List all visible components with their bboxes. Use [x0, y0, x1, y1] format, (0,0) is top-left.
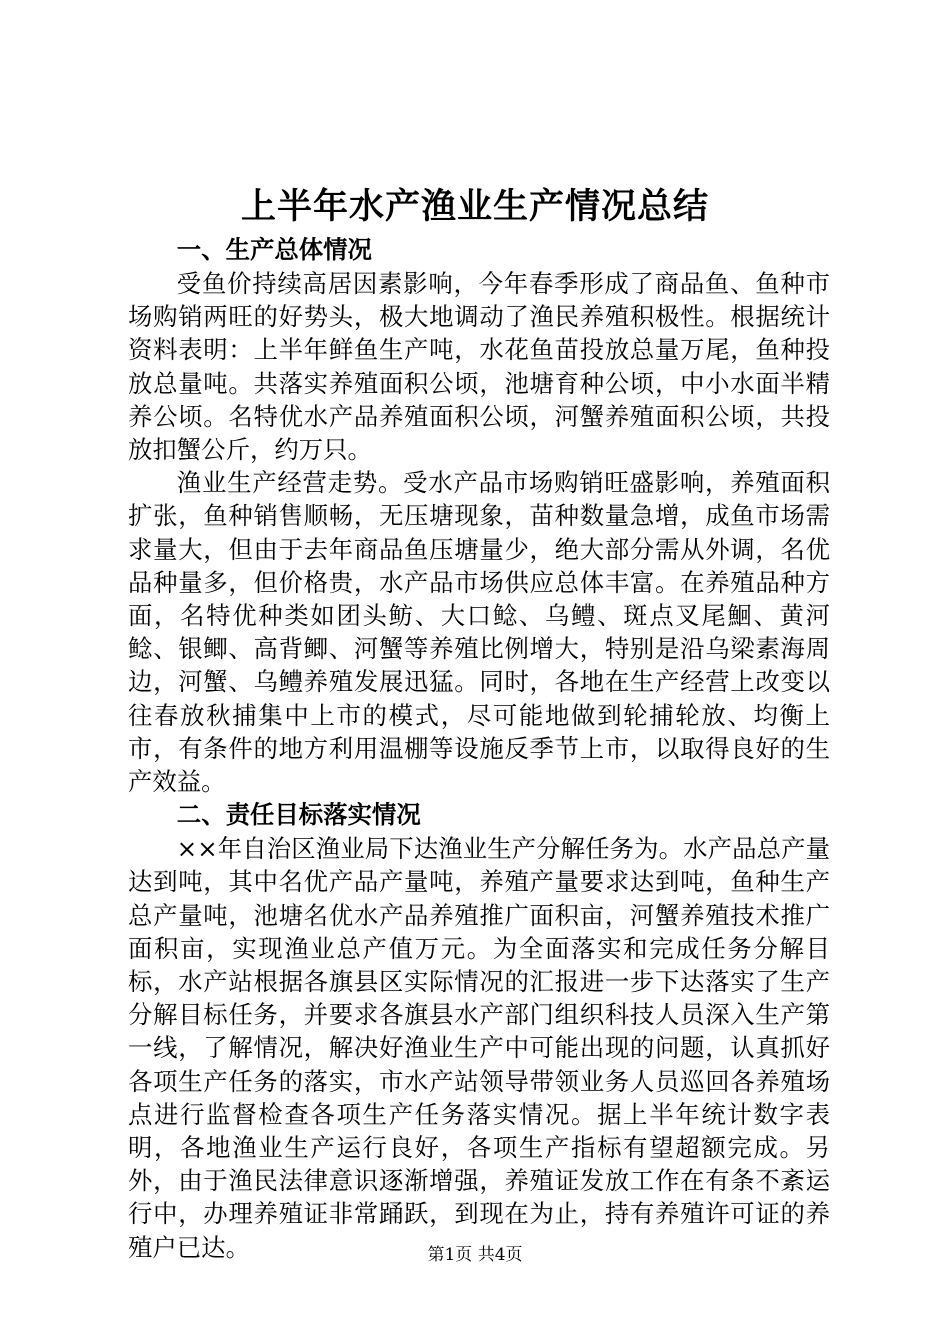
- section-heading: 二、责任目标落实情况: [176, 800, 421, 830]
- body-paragraph: ××年自治区渔业局下达渔业生产分解任务为。水产品总产量达到吨，其中名优产品产量吨，养殖产量要求达到吨，鱼种生产总产量吨，池塘名优水产品养殖推广面积亩，河蟹养殖技术推广面积亩，实现渔业总产值万元。为全面落实和完成任务分解目标，水产站根据各旗县区实际情况的汇报进一步下达落实了生产分解目标任务，并要求各旗县水产部门组织科技人员深入生产第一线，了解情况，解决好渔业生产中可能出现的问题，认真抓好各项生产任务的落实，市水产站领导带领业务人员巡回各养殖场点进行监督检查各项生产任务落实情况。据上半年统计数字表明，各地渔业生产运行良好，各项生产指标有望超额完成。另外，由于渔民法律意识逐渐增强，养殖证发放工作在有条不紊运行中，办理养殖证非常踊跃，到现在为止，持有养殖许可证的养殖户已达。: [128, 834, 830, 1262]
- body-paragraph: 渔业生产经营走势。受水产品市场购销旺盛影响，养殖面积扩张，鱼种销售顺畅，无压塘现象，苗种数量急增，成鱼市场需求量大，但由于去年商品鱼压塘量少，绝大部分需从外调，名优品种量多，但价格贵，水产品市场供应总体丰富。在养殖品种方面，名特优种类如团头鲂、大口鲶、乌鳢、斑点叉尾鮰、黄河鲶、银鲫、高背鲫、河蟹等养殖比例增大，特别是沿乌梁素海周边，河蟹、乌鳢养殖发展迅猛。同时，各地在生产经营上改变以往春放秋捕集中上市的模式，尽可能地做到轮捕轮放、均衡上市，有条件的地方利用温棚等设施反季节上市，以取得良好的生产效益。: [128, 468, 830, 797]
- body-paragraph: 受鱼价持续高居因素影响，今年春季形成了商品鱼、鱼种市场购销两旺的好势头，极大地调动了渔民养殖积极性。根据统计资料表明：上半年鲜鱼生产吨，水花鱼苗投放总量万尾，鱼种投放总量吨。共落实养殖面积公顷，池塘育种公顷，中小水面半精养公顷。名特优水产品养殖面积公顷，河蟹养殖面积公顷，共投放扣蟹公斤，约万只。: [128, 269, 830, 465]
- document-body: [128, 233, 830, 1264]
- page-number-footer: 第1页 共4页: [427, 1245, 523, 1265]
- section-heading: 一、生产总体情况: [176, 235, 372, 264]
- document-title: 上半年水产渔业生产情况总结: [240, 186, 709, 227]
